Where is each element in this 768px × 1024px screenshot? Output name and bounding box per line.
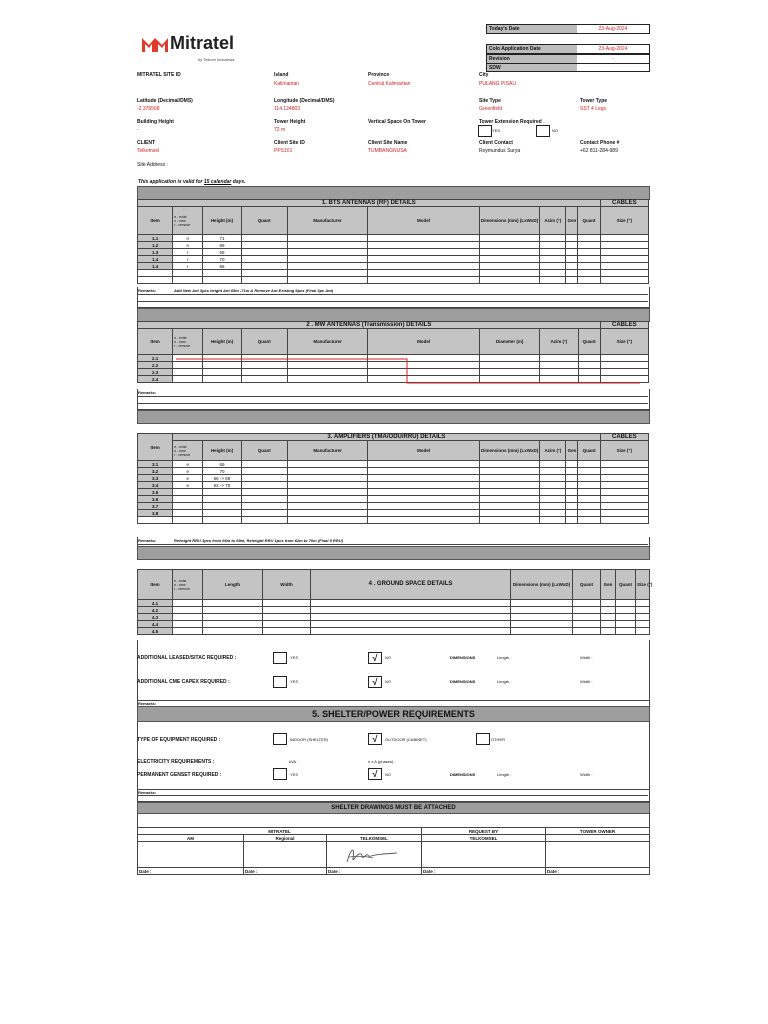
col-height: Height (m): [203, 207, 241, 235]
col-size: Size ("): [600, 207, 648, 235]
telkomsel-header-2: TELKOMSEL: [422, 835, 546, 842]
col-status-legend: e - exist n - new r - remove: [173, 441, 203, 461]
telkomsel-signature[interactable]: [327, 842, 422, 868]
cme-label: ADDITIONAL CME CAPEX REQUIRED :: [137, 679, 230, 685]
section4-options-box: [137, 640, 650, 701]
table-row: 2.1: [138, 355, 649, 362]
section2-top-bar: [137, 308, 650, 322]
section3-remarks: Reheight RRU 1pcs from 66m to 69m, Reheight RRU 1pcs from 62m to 70m (Final 5 RRU): [174, 538, 343, 543]
lon-label: Longitude (Decimal/DMS): [274, 98, 335, 104]
genset-no-checkbox[interactable]: √: [368, 768, 382, 780]
col-quant: Quant: [241, 207, 287, 235]
province-value: Central Kalimantan: [368, 81, 411, 87]
table-row: 1.2 n 69: [138, 242, 649, 249]
client-value: Telkomsel: [137, 148, 160, 154]
telkomsel-header-1: TELKOMSEL: [327, 835, 422, 842]
section1-top-bar: [137, 186, 650, 200]
col-gen: Gen: [566, 207, 578, 235]
table-row: 2.3: [138, 369, 649, 376]
vertical-space-label: Vertical Space On Tower: [368, 119, 426, 125]
other-checkbox[interactable]: [476, 733, 490, 745]
building-height-label: Building Height: [137, 119, 174, 125]
request-by-header: REQUEST BY: [422, 828, 546, 835]
section2-title: 2 . MW ANTENNAS (Transmission) DETAILS: [138, 322, 601, 329]
table-row: 1.4 r 70: [138, 256, 649, 263]
contact-phone-value: +62 811-284-989: [580, 148, 618, 154]
table-row: 4.3: [138, 614, 650, 621]
elec-label: ELECTRICITY REQUIREMENTS :: [137, 759, 215, 765]
table-row: 3.8: [138, 510, 649, 517]
section1-cables: CABLES: [600, 200, 648, 207]
handwritten-signature: [343, 844, 403, 866]
table-row: 3.7: [138, 503, 649, 510]
lon-value: 114.124803: [274, 106, 301, 112]
table-row: 2.2: [138, 362, 649, 369]
table-row: 3.3 e 66 -> 69: [138, 475, 649, 482]
leased-yes-checkbox[interactable]: [273, 652, 287, 664]
mitratel-logo: [142, 33, 252, 65]
col-item: Item: [138, 207, 173, 235]
section3-top-bar: [137, 410, 650, 424]
validity-note: This application is valid for 15 calendar days.: [138, 179, 246, 185]
tower-ext-yes-checkbox[interactable]: [478, 125, 492, 137]
regional-header: Regional: [244, 835, 327, 842]
site-type-value: Greenfield: [479, 106, 503, 112]
tower-type-label: Tower Type: [580, 98, 608, 104]
section5-remarks-label: Remarks:: [138, 790, 157, 795]
city-label: City: [479, 72, 489, 78]
mw-antennas-table: 2 . MW ANTENNAS (Transmission) DETAILS CABLES Item e - exist n - new r - remove Height (m) Quant Manufacturer Model Diameter (m) Azim (°) Quant Size (") 2.1 2.2 2.3 2.4: [137, 321, 649, 383]
section1-remarks-box: [137, 287, 650, 308]
am-header: AM: [138, 835, 244, 842]
table-row: 3.5: [138, 489, 649, 496]
table-row: 4.5: [138, 628, 650, 635]
client-contact-value: Roymundus Surya: [479, 148, 521, 154]
tower-ext-no-checkbox[interactable]: [536, 125, 550, 137]
col-status-legend: e - exist n - new r - remove: [173, 570, 203, 600]
leased-no-checkbox[interactable]: √: [368, 652, 382, 664]
tower-ext-no-label: NO: [552, 128, 558, 133]
tower-ext-yes-label: YES: [492, 128, 501, 133]
ground-space-table: Item e - exist n - new r - remove Length Width 4 . GROUND SPACE DETAILS Dimensions (mm) (LxWxD) Quant Gen Quant Size (") 4.1 4.2 4.3 4.4 4.5: [137, 569, 650, 635]
lat-value: -2.376568: [137, 106, 160, 112]
requester-signature[interactable]: [422, 842, 546, 868]
tower-owner-header: TOWER OWNER: [546, 828, 650, 835]
cme-yes-checkbox[interactable]: [273, 676, 287, 688]
client-site-id-value: PPS101: [274, 148, 293, 154]
todays-date-field: Today's Date 23-Aug-2024: [486, 24, 650, 34]
drawings-notice: SHELTER DRAWINGS MUST BE ATTACHED: [137, 802, 650, 814]
section3-cables: CABLES: [600, 434, 648, 441]
section1-remarks-label: Remarks:: [138, 288, 157, 293]
brand-name: Mitratel: [170, 33, 235, 53]
tower-height-value: 72 m: [274, 127, 286, 133]
section1-title: 1. BTS ANTENNAS (RF) DETAILS: [138, 200, 601, 207]
table-row: 1.4 r 66: [138, 263, 649, 270]
indoor-checkbox[interactable]: [273, 733, 287, 745]
client-label: CLIENT: [137, 140, 156, 146]
col-status-legend: e - exist n - new r - remove: [173, 329, 203, 355]
table-row: 4.2: [138, 607, 650, 614]
section2-remarks-box: [137, 389, 650, 410]
col-manufacturer: Manufacturer: [287, 207, 367, 235]
site-address-label: Site Address :: [137, 162, 168, 168]
section3-remarks-label: Remarks:: [138, 538, 157, 543]
col-dimensions: Dimensions (mm) (LxWxD): [479, 207, 539, 235]
client-site-id-label: Client Site ID: [274, 140, 305, 146]
tower-owner-signature[interactable]: [546, 842, 650, 868]
regional-signature[interactable]: [244, 842, 327, 868]
contact-phone-label: Contact Phone #: [580, 140, 620, 146]
client-site-name-value: TUMBANGNUSA: [368, 148, 407, 154]
bts-antennas-table: [137, 199, 649, 284]
amplifiers-table: Item 3. AMPLIFIERS (TMA/ODU/RRU) DETAILS CABLES e - exist n - new r - remove Height (m) Quant Manufacturer Model Dimensions (mm) (LxWxD) Azim (°) Gen Quant Size (") 3.1 e 69 3.2 e 70 3.3 e 66 -> 69 3.4 e 62 -> 70 3.5 3.6 3.7 3.8: [137, 433, 649, 524]
table-row: 4.4: [138, 621, 650, 628]
tower-type-value: SST 4 Legs: [580, 106, 607, 112]
section4-title: 4 . GROUND SPACE DETAILS: [311, 570, 511, 600]
revision-field: Revision -: [486, 54, 650, 64]
island-label: Island: [274, 72, 289, 78]
client-site-name-label: Client Site Name: [368, 140, 408, 146]
city-value: PULANG PISAU: [479, 81, 516, 87]
outdoor-checkbox[interactable]: √: [368, 733, 382, 745]
section2-remarks-label: Remarks:: [138, 390, 157, 395]
section1-remarks: Add New Ant 3pcs height Ant 69m -71m & Remove Ant Existing 6pcs (Final 3pc Ant): [174, 288, 334, 293]
table-row: 2.4: [138, 376, 649, 383]
phases-label: n x A (phases) :: [368, 759, 396, 764]
table-row: 3.1 e 69: [138, 461, 649, 468]
genset-yes-checkbox[interactable]: [273, 768, 287, 780]
table-row: 3.6: [138, 496, 649, 503]
section4-remarks-label: Remarks:: [138, 701, 157, 706]
island-value: Kalimantan: [274, 81, 300, 87]
section5-box: [137, 721, 650, 790]
section3-title: 3. AMPLIFIERS (TMA/ODU/RRU) DETAILS: [173, 434, 600, 441]
tower-ext-label: Tower Extension Required: [479, 119, 542, 125]
section2-cables: CABLES: [600, 322, 648, 329]
province-label: Province: [368, 72, 390, 78]
table-row: 4.1: [138, 600, 650, 607]
sdw-field: SDW: [486, 63, 650, 72]
col-status-legend: e - exist n - new r - remove: [173, 207, 203, 235]
lat-label: Latitude (Decimal/DMS): [137, 98, 193, 104]
section5-title: 5. SHELTER/POWER REQUIREMENTS: [137, 706, 650, 722]
mitratel-header: MITRATEL: [138, 828, 422, 835]
col-azim: Azim (°): [540, 207, 566, 235]
am-signature[interactable]: [138, 842, 244, 868]
table-row: 1.1 n 71: [138, 235, 649, 242]
equip-label: TYPE OF EQUIPMENT REQUIRED :: [137, 737, 221, 743]
site-id-label: MITRATEL SITE ID: [137, 72, 181, 78]
table-row: 1.3 r 69: [138, 249, 649, 256]
kva-label: kVA :: [289, 759, 299, 764]
brand-tagline: by Telkom Indonesia: [198, 57, 235, 62]
mitratel-logo-icon: [142, 36, 168, 52]
strike-line: [172, 356, 642, 386]
leased-label: ADDITIONAL LEASED/SITAC REQUIRED :: [137, 655, 237, 661]
table-row: 3.4 e 62 -> 70: [138, 482, 649, 489]
table-row: 3.2 e 70: [138, 468, 649, 475]
colo-date-field: Colo Application Date 23-Aug-2024: [486, 44, 650, 54]
tower-height-label: Tower Height: [274, 119, 306, 125]
section4-top-bar: [137, 546, 650, 560]
cme-no-checkbox[interactable]: √: [368, 676, 382, 688]
genset-label: PERMANENT GENSET REQUIRED :: [137, 772, 222, 778]
col-cable-quant: Quant: [578, 207, 600, 235]
client-contact-label: Client Contact: [479, 140, 513, 146]
signoff-table: MITRATEL REQUEST BY TOWER OWNER AM Regional TELKOMSEL TELKOMSEL Date : Date : Date : Date : Date :: [137, 827, 650, 875]
col-model: Model: [368, 207, 480, 235]
site-type-label: Site Type: [479, 98, 501, 104]
building-height-value: -: [137, 127, 139, 133]
